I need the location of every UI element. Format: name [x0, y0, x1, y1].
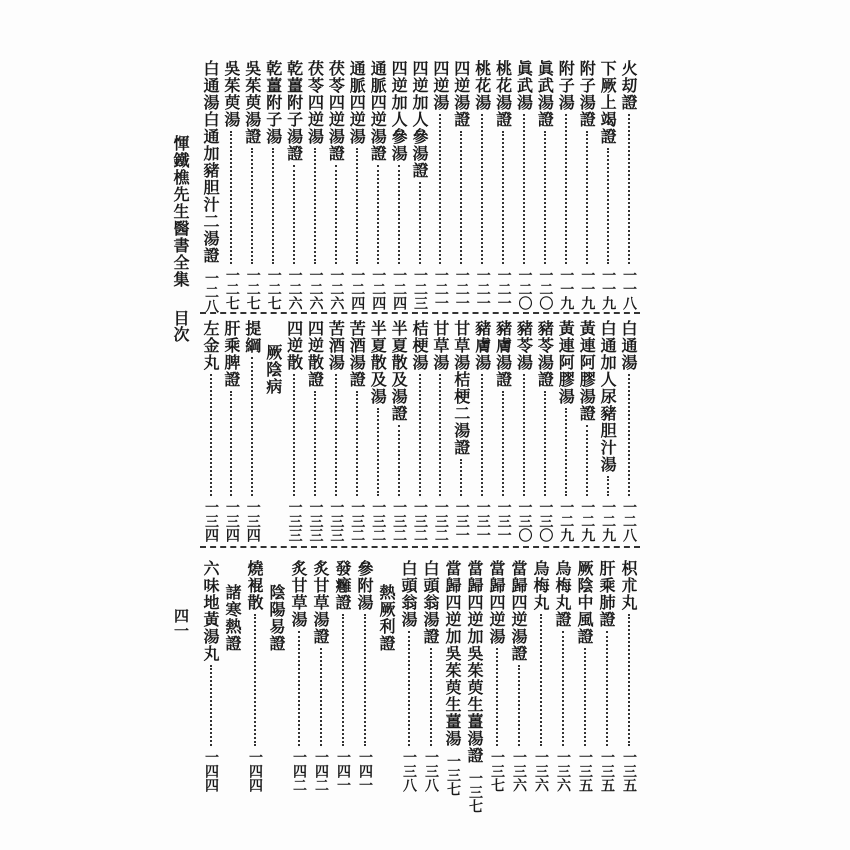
toc-entry	[420, 560, 441, 792]
entry-page-number: 一三五	[599, 750, 615, 792]
entry-page-number: 一二九	[600, 500, 617, 542]
toc-entry	[242, 320, 263, 542]
dot-leader	[377, 165, 379, 264]
dot-leader	[320, 648, 322, 746]
dot-leader	[356, 148, 358, 264]
entry-title: 甘草湯	[430, 320, 450, 371]
entry-title: 桃花湯證	[493, 60, 513, 128]
dot-leader	[628, 614, 630, 746]
dot-leader	[377, 408, 379, 496]
entry-page-number: 一二九	[579, 500, 596, 542]
entry-page-number: 一二〇	[516, 268, 533, 310]
dot-leader	[586, 425, 588, 496]
dot-leader	[586, 131, 588, 264]
dot-leader	[293, 165, 295, 264]
divider	[200, 312, 640, 314]
entry-title: 火刧證	[619, 60, 638, 111]
entry-page-number: 一三三	[286, 500, 303, 542]
dot-leader	[272, 148, 274, 264]
toc-entry	[325, 320, 346, 542]
entry-title: 通脈四逆湯	[347, 60, 367, 145]
toc-entry	[221, 60, 242, 310]
dot-leader	[430, 648, 432, 746]
dot-leader	[496, 648, 498, 746]
toc-entry	[288, 560, 309, 792]
toc-entry	[367, 60, 388, 310]
entry-title: 豬苓湯	[514, 320, 534, 371]
entry-page-number: 一二六	[286, 268, 303, 310]
toc-entry	[284, 320, 305, 542]
entry-page-number: 一三七	[489, 750, 505, 792]
entry-title: 白頭翁湯	[399, 560, 418, 628]
entry-title: 下厥上竭證	[598, 60, 618, 145]
entry-page-number: 一三〇	[516, 500, 533, 542]
dot-leader	[439, 114, 441, 264]
toc-entry	[514, 60, 535, 310]
toc-entry	[367, 320, 388, 542]
entry-title: 吳茱萸湯證	[242, 60, 262, 145]
entry-title: 四逆加人參湯證	[410, 60, 429, 179]
entry-page-number: 一二三	[412, 268, 428, 310]
entry-page-number: 一三三	[328, 500, 345, 542]
toc-entry	[388, 320, 409, 542]
entry-title: 豬苓湯證	[535, 320, 555, 388]
toc-entry	[574, 560, 595, 792]
entry-page-number: 一一九	[579, 268, 596, 310]
dot-leader	[460, 131, 462, 264]
entry-page-number: 一三〇	[537, 500, 554, 542]
entry-page-number: 一二〇	[537, 268, 554, 310]
dot-leader	[607, 148, 609, 264]
section-label: 目次	[171, 310, 190, 342]
toc-entry	[530, 560, 551, 792]
toc-entry	[409, 60, 430, 310]
dot-leader	[628, 114, 630, 264]
entry-page-number: 一二六	[307, 268, 324, 310]
entry-title: 燒裩散	[245, 560, 264, 611]
toc-entry	[597, 60, 618, 310]
entry-page-number: 一二六	[328, 268, 345, 310]
dot-leader	[481, 114, 483, 264]
entry-page-number: 一二一	[495, 268, 512, 310]
heading-title: 熱厥利證	[377, 584, 396, 652]
dot-leader	[210, 665, 212, 746]
toc-entry	[472, 320, 493, 542]
heading-title: 陰陽易證	[267, 584, 286, 652]
entry-page-number: 一三二	[391, 500, 408, 542]
entry-title: 眞武湯	[514, 60, 534, 111]
entry-page-number: 一三六	[511, 750, 527, 792]
toc-entry	[305, 320, 326, 542]
toc-entry	[200, 560, 221, 792]
dot-leader	[584, 648, 586, 746]
heading-title: 厥陰病	[263, 344, 283, 395]
dot-leader	[523, 374, 525, 496]
toc-entry	[618, 560, 639, 792]
entry-title: 左金丸	[201, 320, 220, 371]
dot-leader	[356, 391, 358, 496]
entry-page-number: 一二七	[223, 268, 240, 310]
toc-entry	[555, 320, 576, 542]
toc-entry	[514, 320, 535, 542]
toc-section-heading	[222, 560, 243, 792]
entry-title: 烏梅丸	[531, 560, 550, 611]
entry-page-number: 一二七	[244, 268, 261, 310]
entry-title: 乾薑附子湯	[263, 60, 283, 145]
entry-title: 白通湯白通加豬胆汁二湯證	[201, 60, 220, 264]
entry-title: 豬膚湯證	[493, 320, 513, 388]
entry-page-number: 一二四	[349, 268, 366, 310]
entry-title: 肝乘脾證	[221, 320, 241, 388]
toc-band-middle	[195, 320, 645, 542]
entry-page-number: 一三七	[445, 754, 461, 796]
entry-page-number: 一三六	[555, 750, 571, 792]
entry-title: 甘草湯桔梗二湯證	[451, 320, 471, 456]
dot-leader	[540, 614, 542, 746]
dot-leader	[293, 374, 295, 496]
entry-title: 四逆加人參湯	[389, 60, 409, 162]
toc-entry	[284, 60, 305, 310]
entry-title: 半夏散及湯證	[389, 320, 409, 422]
entry-page-number: 一二八	[621, 500, 637, 542]
dot-leader	[502, 391, 504, 496]
entry-title: 當歸四逆湯證	[509, 560, 528, 662]
toc-entry	[618, 60, 639, 310]
entry-page-number: 一二八	[203, 271, 219, 313]
toc-entry	[305, 60, 326, 310]
dot-leader	[335, 374, 337, 496]
entry-title: 黃連阿膠湯證	[577, 320, 597, 422]
toc-entry	[388, 60, 409, 310]
toc-entry	[263, 60, 284, 310]
dot-leader	[439, 374, 441, 496]
entry-title: 白頭翁湯證	[421, 560, 440, 645]
dot-leader	[398, 165, 400, 264]
divider	[200, 546, 640, 548]
toc-section-heading	[266, 560, 287, 792]
dot-leader	[518, 665, 520, 746]
dot-leader	[408, 631, 410, 746]
toc-entry	[555, 60, 576, 310]
entry-title: 茯苓四逆湯	[305, 60, 325, 145]
dot-leader	[565, 114, 567, 264]
entry-page-number: 一三七	[467, 771, 483, 813]
entry-page-number: 一四二	[291, 750, 307, 792]
toc-entry	[409, 320, 430, 542]
dot-leader	[628, 374, 630, 496]
entry-title: 桃花湯	[472, 60, 492, 111]
toc-entry	[534, 60, 555, 310]
entry-title: 苦酒湯證	[347, 320, 367, 388]
toc-entry	[332, 560, 353, 792]
toc-entry	[442, 560, 463, 796]
entry-title: 當歸四逆加吳茱萸生薑湯證	[465, 560, 484, 764]
entry-page-number: 一三五	[621, 750, 637, 792]
toc-entry	[451, 320, 472, 542]
entry-title: 附子湯	[556, 60, 576, 111]
entry-title: 豬膚湯	[472, 320, 492, 371]
dot-leader	[544, 391, 546, 496]
entry-page-number: 一四一	[335, 750, 351, 792]
entry-page-number: 一二一	[432, 268, 449, 310]
toc-entry	[618, 320, 639, 542]
toc-entry	[398, 560, 419, 792]
toc-entry	[354, 560, 375, 792]
entry-title: 眞武湯證	[535, 60, 555, 128]
toc-band-top	[195, 60, 645, 313]
entry-title: 白通湯	[619, 320, 638, 371]
dot-leader	[481, 374, 483, 496]
entry-page-number: 一一九	[600, 268, 617, 310]
dot-leader	[606, 631, 608, 746]
toc-entry	[430, 320, 451, 542]
entry-title: 附子湯證	[577, 60, 597, 128]
entry-page-number: 一二一	[453, 268, 470, 310]
entry-title: 乾薑附子湯證	[284, 60, 304, 162]
entry-page-number: 一三二	[412, 500, 428, 542]
book-title: 惲鐵樵先生醫書全集	[171, 135, 190, 288]
entry-title: 烏梅丸證	[553, 560, 572, 628]
dot-leader	[562, 631, 564, 746]
dot-leader	[607, 476, 609, 496]
toc-section-heading	[263, 320, 284, 542]
dot-leader	[298, 631, 300, 746]
page-number: 四一	[172, 608, 190, 638]
entry-title: 當歸四逆加吳茱萸生薑湯	[443, 560, 462, 747]
entry-title: 厥陰中風證	[575, 560, 594, 645]
entry-title: 枳朮丸	[619, 560, 638, 611]
dot-leader	[251, 357, 253, 496]
toc-entry	[244, 560, 265, 792]
entry-title: 桔梗湯	[410, 320, 429, 371]
toc-entry	[596, 560, 617, 792]
dot-leader	[502, 131, 504, 264]
entry-page-number: 一二七	[265, 268, 282, 310]
toc-entry	[310, 560, 331, 792]
entry-page-number: 一三一	[474, 500, 491, 542]
dot-leader	[460, 459, 462, 496]
entry-title: 炙甘草湯	[289, 560, 308, 628]
entry-page-number: 一三一	[495, 500, 512, 542]
entry-page-number: 一三四	[244, 500, 261, 542]
toc-entry	[346, 320, 367, 542]
toc-entry	[221, 320, 242, 542]
toc-entry	[346, 60, 367, 310]
entry-page-number: 一三二	[349, 500, 366, 542]
entry-title: 六味地黃湯丸	[201, 560, 220, 662]
heading-title: 諸寒熱證	[223, 584, 242, 652]
entry-page-number: 一三四	[223, 500, 240, 542]
entry-title: 發癰證	[333, 560, 352, 611]
entry-page-number: 一三二	[432, 500, 449, 542]
toc-entry	[508, 560, 529, 792]
toc-entry	[325, 60, 346, 310]
entry-page-number: 一二一	[474, 268, 491, 310]
entry-title: 白通加人尿豬胆汁湯	[598, 320, 618, 473]
toc-entry	[597, 320, 618, 542]
entry-title: 炙甘草湯證	[311, 560, 330, 645]
toc-band-bottom	[195, 560, 645, 813]
entry-title: 苦酒湯	[326, 320, 346, 371]
dot-leader	[314, 148, 316, 264]
dot-leader	[254, 614, 256, 746]
toc-entry	[486, 560, 507, 792]
entry-page-number: 一三四	[203, 500, 219, 542]
entry-page-number: 一二九	[558, 500, 575, 542]
toc-entry	[493, 320, 514, 542]
entry-title: 提綱	[242, 320, 262, 354]
dot-leader	[335, 165, 337, 264]
entry-title: 吳茱萸湯	[221, 60, 241, 128]
entry-page-number: 一四四	[203, 750, 219, 792]
entry-title: 通脈四逆湯證	[368, 60, 388, 162]
entry-page-number: 一三一	[453, 500, 470, 542]
dot-leader	[419, 374, 421, 496]
entry-page-number: 一四一	[357, 750, 373, 792]
entry-page-number: 一二四	[391, 268, 408, 310]
entry-page-number: 一一九	[558, 268, 575, 310]
toc-entry	[451, 60, 472, 310]
dot-leader	[230, 391, 232, 496]
dot-leader	[544, 131, 546, 264]
toc-entry	[430, 60, 451, 310]
toc-entry	[576, 60, 597, 310]
entry-title: 四逆湯證	[451, 60, 471, 128]
entry-title: 當歸四逆湯	[487, 560, 506, 645]
dot-leader	[565, 408, 567, 496]
dot-leader	[314, 391, 316, 496]
entry-title: 四逆散證	[305, 320, 325, 388]
entry-page-number: 一二四	[370, 268, 387, 310]
entry-page-number: 一一八	[621, 268, 637, 310]
dot-leader	[419, 182, 421, 264]
entry-title: 肝乘肺證	[597, 560, 616, 628]
entry-page-number: 一三八	[401, 750, 417, 792]
entry-page-number: 一三二	[370, 500, 387, 542]
toc-entry	[242, 60, 263, 310]
entry-page-number: 一三五	[577, 750, 593, 792]
toc-entry	[464, 560, 485, 813]
toc-entry	[534, 320, 555, 542]
toc-entry	[576, 320, 597, 542]
dot-leader	[210, 374, 212, 496]
toc-entry	[493, 60, 514, 310]
dot-leader	[230, 131, 232, 264]
entry-title: 半夏散及湯	[368, 320, 388, 405]
toc-entry	[552, 560, 573, 792]
entry-page-number: 一四二	[313, 750, 329, 792]
entry-page-number: 一四四	[247, 750, 263, 792]
toc-entry	[472, 60, 493, 310]
entry-page-number: 一三六	[533, 750, 549, 792]
entry-title: 參附湯	[355, 560, 374, 611]
entry-title: 黃連阿膠湯	[556, 320, 576, 405]
dot-leader	[523, 114, 525, 264]
entry-title: 茯苓四逆湯證	[326, 60, 346, 162]
toc-entry	[200, 320, 221, 542]
entry-page-number: 一三三	[307, 500, 324, 542]
dot-leader	[342, 614, 344, 746]
dot-leader	[364, 614, 366, 746]
entry-page-number: 一三八	[423, 750, 439, 792]
entry-title: 四逆散	[284, 320, 304, 371]
toc-entry	[200, 60, 221, 313]
dot-leader	[398, 425, 400, 496]
toc-section-heading	[376, 560, 397, 792]
dot-leader	[251, 148, 253, 264]
entry-title: 四逆湯	[430, 60, 450, 111]
